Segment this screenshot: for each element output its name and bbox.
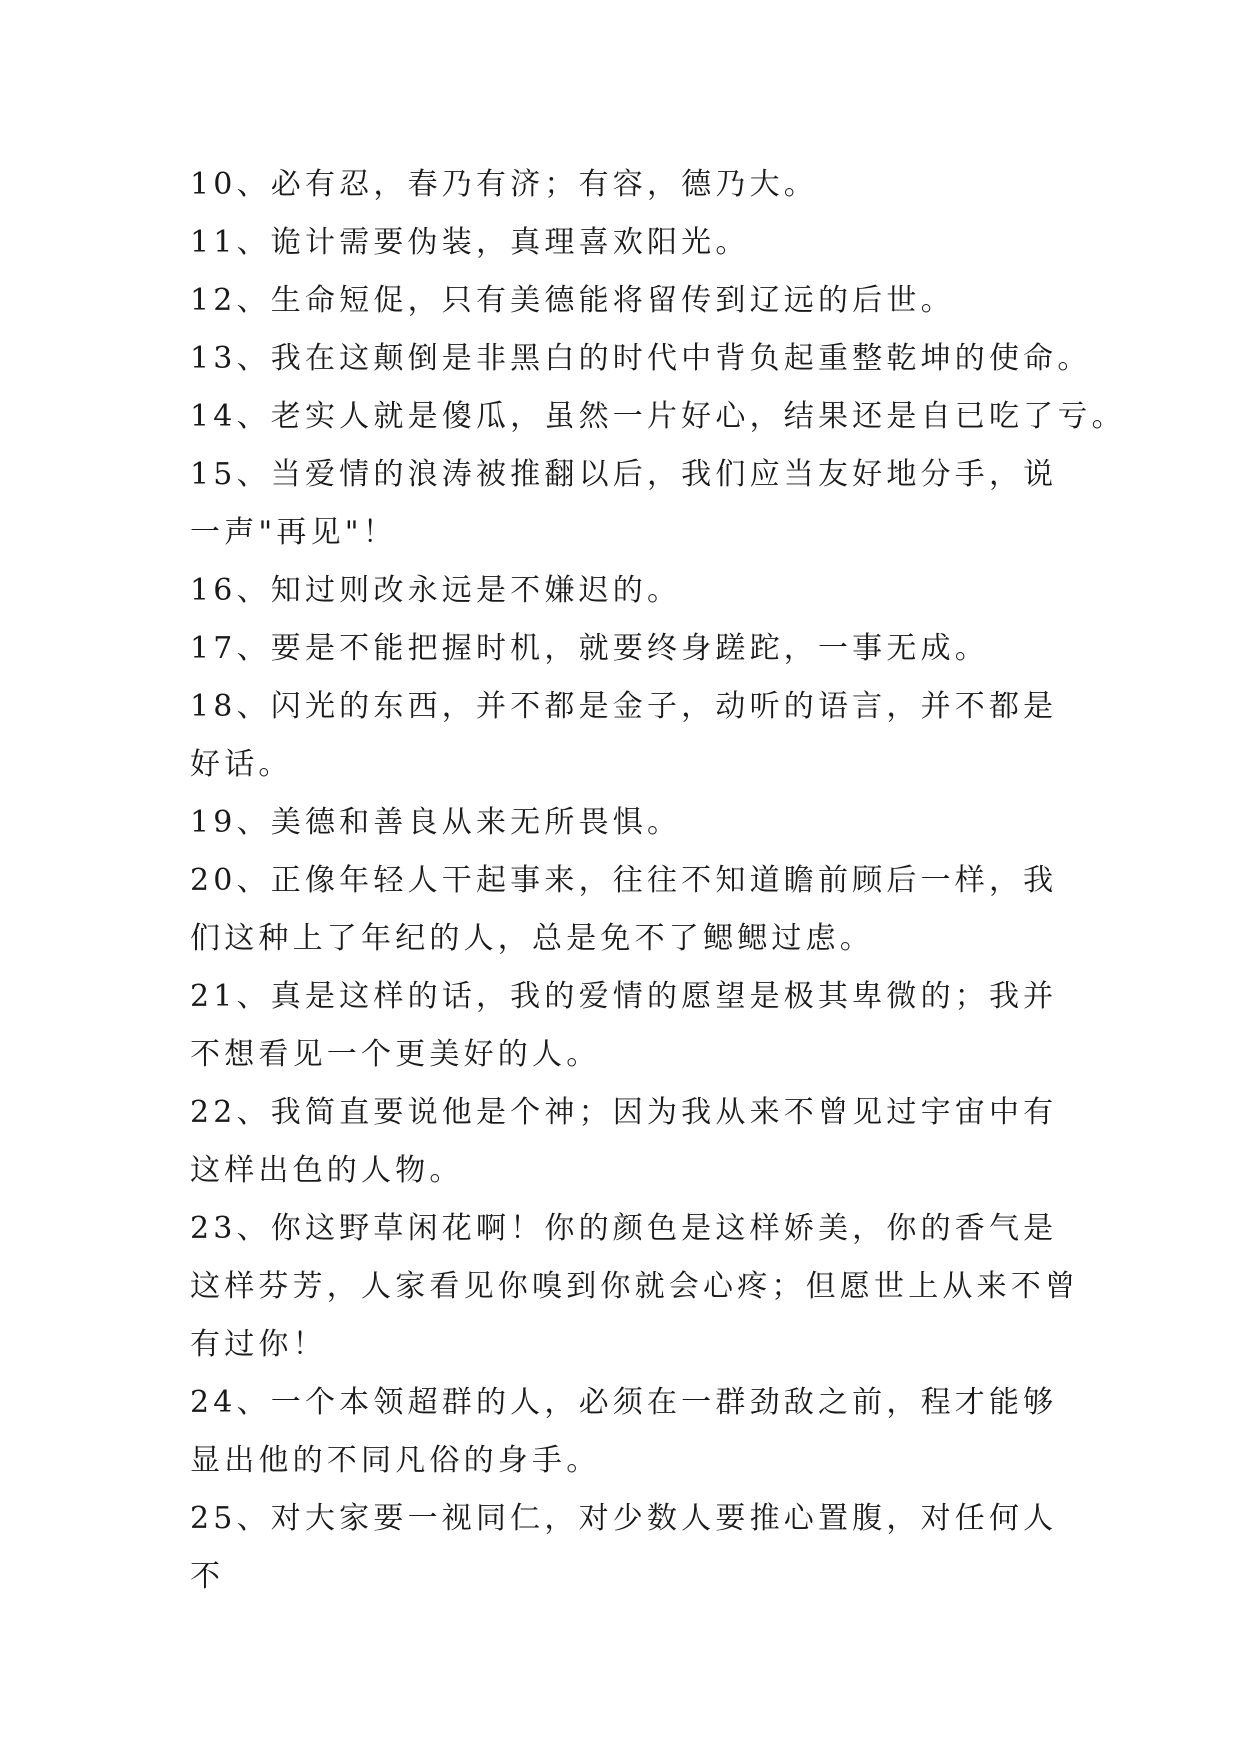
paragraph-12: 12、生命短促，只有美德能将留传到辽远的后世。: [190, 283, 955, 318]
paragraph-20: 20、正像年轻人干起事来，往往不知道瞻前顾后一样，我们这种上了年纪的人，总是免不了鳃鳃过虑。: [190, 863, 1058, 956]
paragraph-15: 15、当爱情的浪涛被推翻以后，我们应当友好地分手，说一声"再见"！: [190, 457, 1058, 550]
paragraph-14: 14、老实人就是傻瓜，虽然一片好心，结果还是自已吃了亏。: [190, 399, 1126, 434]
paragraph-24: 24、一个本领超群的人，必须在一群劲敌之前，程才能够显出他的不同凡俗的身手。: [190, 1385, 1058, 1478]
paragraph-17: 17、要是不能把握时机，就要终身蹉跎，一事无成。: [190, 631, 989, 666]
paragraph-10: 10、必有忍，春乃有济；有容，德乃大。: [190, 167, 818, 202]
paragraph-21: 21、真是这样的话，我的爱情的愿望是极其卑微的；我并不想看见一个更美好的人。: [190, 979, 1058, 1072]
paragraph-23: 23、你这野草闲花啊！你的颜色是这样娇美，你的香气是这样芬芳，人家看见你嗅到你就会心疼；但愿世上从来不曾有过你！: [190, 1211, 1080, 1362]
paragraph-18: 18、闪光的东西，并不都是金子，动听的语言，并不都是好话。: [190, 689, 1058, 782]
paragraph-16: 16、知过则改永远是不嫌迟的。: [190, 573, 682, 608]
paragraph-25: 25、对大家要一视同仁，对少数人要推心置腹，对任何人不: [190, 1501, 1058, 1594]
paragraph-11: 11、诡计需要伪装，真理喜欢阳光。: [190, 225, 750, 260]
document-body: [190, 156, 1126, 1606]
paragraph-22: 22、我简直要说他是个神；因为我从来不曾见过宇宙中有这样出色的人物。: [190, 1095, 1058, 1188]
paragraph-13: 13、我在这颠倒是非黑白的时代中背负起重整乾坤的使命。: [190, 341, 1092, 376]
paragraph-19: 19、美德和善良从来无所畏惧。: [190, 805, 682, 840]
